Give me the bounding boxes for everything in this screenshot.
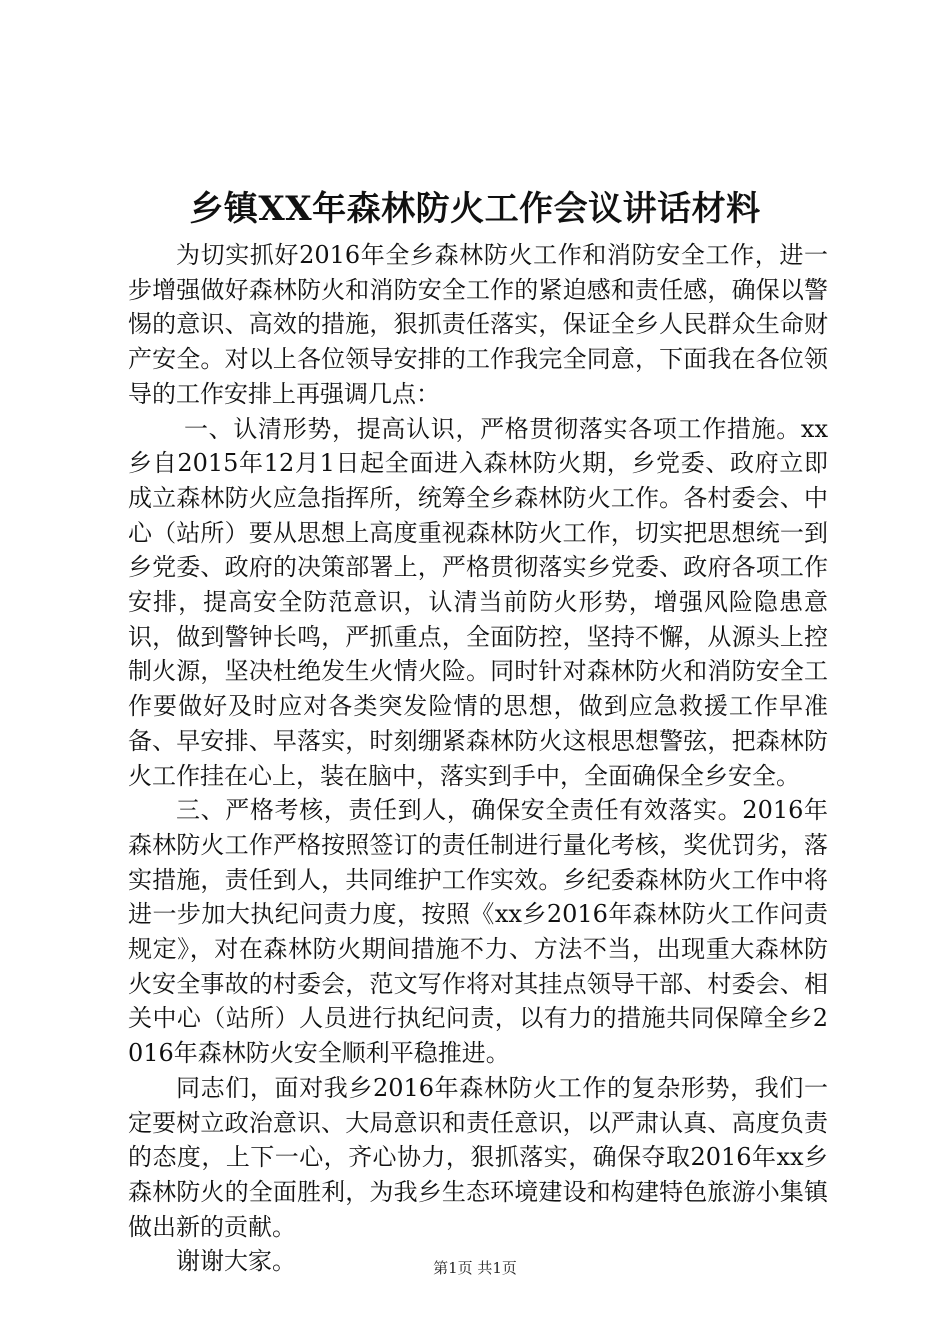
document-body xyxy=(128,238,828,1279)
page-number-footer: 第1页 共1页 xyxy=(433,1259,517,1277)
paragraph-conclusion: 同志们，面对我乡2016年森林防火工作的复杂形势，我们一定要树立政治意识、大局意识和责任意识，以严肃认真、高度负责的态度，上下一心，齐心协力，狠抓落实，确保夺取2016年xx乡森林防火的全面胜利，为我乡生态环境建设和构建特色旅游小集镇做出新的贡献。 xyxy=(128,1073,828,1241)
paragraph-thanks: 谢谢大家。 xyxy=(176,1247,296,1276)
paragraph-section-three: 三、严格考核，责任到人，确保安全责任有效落实。2016年森林防火工作严格按照签订的责任制进行量化考核，奖优罚劣，落实措施，责任到人，共同维护工作实效。乡纪委森林防火工作中将进一步加大执纪问责力度，按照《xx乡2016年森林防火工作问责规定》，对在森林防火期间措施不力、方法不当，出现重大森林防火安全事故的村委会，范文写作将对其挂点领导干部、村委会、相关中心（站所）人员进行执纪问责，以有力的措施共同保障全乡2016年森林防火安全顺利平稳推进。 xyxy=(128,796,828,1068)
paragraph-intro: 为切实抓好2016年全乡森林防火工作和消防安全工作，进一步增强做好森林防火和消防安全工作的紧迫感和责任感，确保以警惕的意识、高效的措施，狠抓责任落实，保证全乡人民群众生命财产安全。对以上各位领导安排的工作我完全同意，下面我在各位领导的工作安排上再强调几点： xyxy=(128,241,828,408)
document-title: 乡镇XX年森林防火工作会议讲话材料 xyxy=(189,189,761,229)
paragraph-section-one: 一、认清形势，提高认识，严格贯彻落实各项工作措施。xx乡自2015年12月1日起全面进入森林防火期，乡党委、政府立即成立森林防火应急指挥所，统筹全乡森林防火工作。各村委会、中心（站所）要从思想上高度重视森林防火工作，切实把思想统一到乡党委、政府的决策部署上，严格贯彻落实乡党委、政府各项工作安排，提高安全防范意识，认清当前防火形势，增强风险隐患意识，做到警钟长鸣，严抓重点，全面防控，坚持不懈，从源头上控制火源，坚决杜绝发生火情火险。同时针对森林防火和消防安全工作要做好及时应对各类突发险情的思想，做到应急救援工作早准备、早安排、早落实，时刻绷紧森林防火这根思想警弦，把森林防火工作挂在心上，装在脑中，落实到手中，全面确保全乡安全。 xyxy=(128,414,828,790)
